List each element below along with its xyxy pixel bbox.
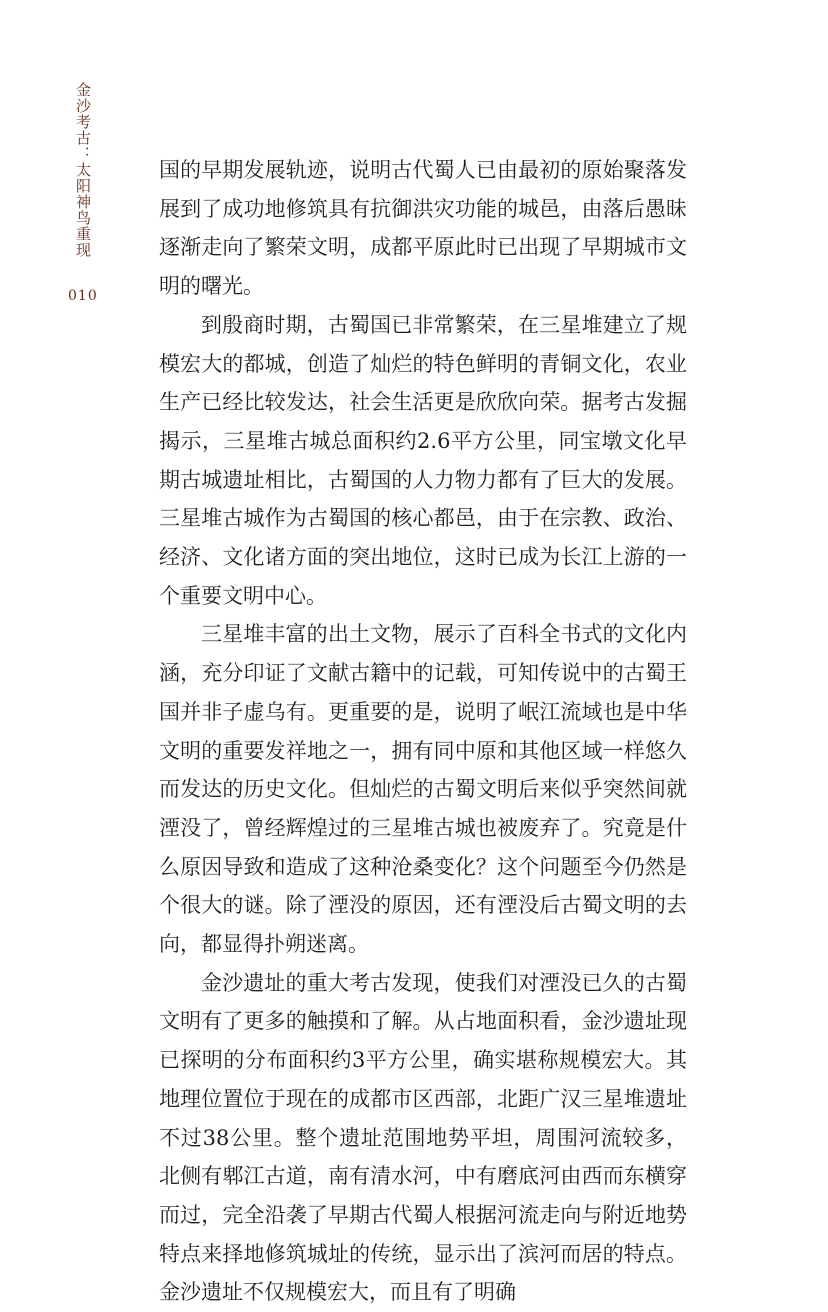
paragraph-4: 金沙遗址的重大考古发现，使我们对湮没已久的古蜀文明有了更多的触摸和了解。从占地面积看，金沙遗址现已探明的分布面积约3平方公里，确实堪称规模宏大。其地理位置位于现在的成都市区西部，北距广汉三星堆遗址不过38公里。整个遗址范围地势平坦，周围河流较多，北侧有郫江古道，南有清水河，中有磨底河由西而东横穿而过，完全沿袭了早期古代蜀人根据河流走向与附近地势特点来择地修筑城址的传统，显示出了滨河而居的特点。金沙遗址不仅规模宏大，而且有了明确 (159, 970, 687, 1305)
paragraph-3: 三星堆丰富的出土文物，展示了百科全书式的文化内涵，充分印证了文献古籍中的记载，可知传说中的古蜀王国并非子虚乌有。更重要的是，说明了岷江流域也是中华文明的重要发祥地之一，拥有同中原和其他区域一样悠久而发达的历史文化。但灿烂的古蜀文明后来似乎突然间就湮没了，曾经辉煌过的三星堆古城也被废弃了。究竟是什么原因导致和造成了这种沧桑变化？这个问题至今仍然是个很大的谜。除了湮没的原因，还有湮没后古蜀文明的去向，都显得扑朔迷离。 (159, 622, 687, 957)
running-title: 金沙考古：太阳神鸟重现 (74, 82, 92, 258)
paragraph-2: 到殷商时期，古蜀国已非常繁荣，在三星堆建立了规模宏大的都城，创造了灿烂的特色鲜明的青铜文化，农业生产已经比较发达，社会生活更是欣欣向荣。据考古发掘揭示，三星堆古城总面积约2.6平方公里，同宝墩文化早期古城遗址相比，古蜀国的人力物力都有了巨大的发展。三星堆古城作为古蜀国的核心都邑，由于在宗教、政治、经济、文化诸方面的突出地位，这时已成为长江上游的一个重要文明中心。 (159, 312, 687, 608)
body-text (159, 151, 687, 1312)
page-number: 010 (68, 288, 98, 304)
paragraph-1: 国的早期发展轨迹，说明古代蜀人已由最初的原始聚落发展到了成功地修筑具有抗御洪灾功能的城邑，由落后愚昧逐渐走向了繁荣文明，成都平原此时已出现了早期城市文明的曙光。 (159, 158, 687, 299)
